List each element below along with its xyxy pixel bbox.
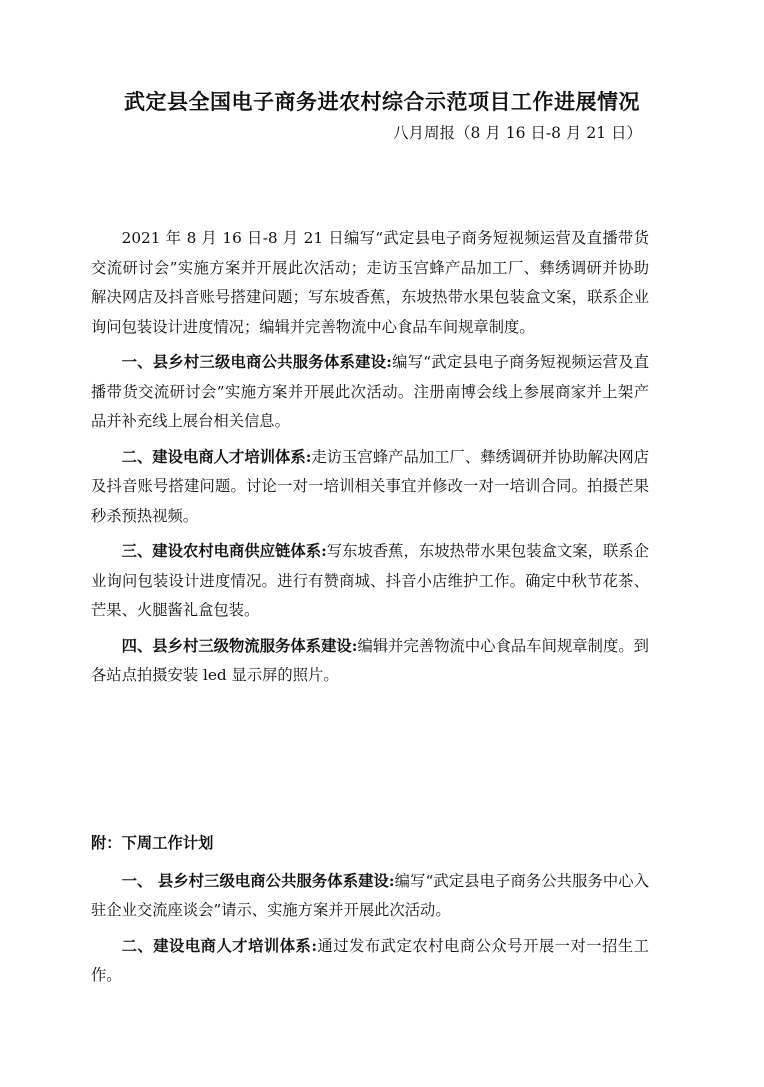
appendix-item-heading: 一、 县乡村三级电商公共服务体系建设: <box>121 871 395 890</box>
section-heading: 二、建设电商人才培训体系: <box>121 447 312 466</box>
intro-paragraph: 2021 年 8 月 16 日-8 月 21 日编写“武定县电子商务短视频运营及直播带货交流研讨会”实施方案并开展此次活动；走访玉宫蜂产品加工厂、彝绣调研并协助解决网店及抖音账号搭建问题；写东坡香蕉，东坡热带水果包装盒文案，联系企业询问包装设计进度情况；编辑并完善物流中心食品车间规章制度。 <box>91 229 649 336</box>
section-heading: 一、县乡村三级电商公共服务体系建设: <box>121 353 392 371</box>
page-title: 武定县全国电子商务进农村综合示范项目工作进展情况 <box>124 89 640 114</box>
section-text: 写东坡香蕉，东坡热带水果包装盒文案，联系企业询问包装设计进度情况。进行有赞商城、抖音小店维护工作。确定中秋节花茶、芒果、火腿酱礼盒包装。 <box>91 542 649 619</box>
section-paragraph <box>91 443 649 532</box>
appendix-item-text: 编写“武定县电子商务公共服务中心入驻企业交流座谈会”请示、实施方案并开展此次活动。 <box>91 871 649 919</box>
report-period-subtitle: 八月周报（8 月 16 日-8 月 21 日） <box>393 124 642 142</box>
appendix-heading: 附：下周工作计划 <box>91 834 214 852</box>
section-paragraph <box>91 632 649 691</box>
appendix-item-heading: 二、建设电商人才培训体系: <box>121 936 317 955</box>
section-paragraph <box>91 537 649 626</box>
appendix-item <box>91 867 649 926</box>
appendix <box>91 829 649 997</box>
appendix-item <box>91 932 649 991</box>
section-text: 走访玉宫蜂产品加工厂、彝绣调研并协助解决网店及抖音账号搭建问题。讨论一对一培训相关事宜并修改一对一培训合同。拍摄芒果秒杀预热视频。 <box>91 447 649 525</box>
section-heading: 四、县乡村三级物流服务体系建设: <box>121 636 358 655</box>
section-paragraph <box>91 348 649 437</box>
section-text: 编辑并完善物流中心食品车间规章制度。到各站点拍摄安装 led 显示屏的照片。 <box>91 636 649 684</box>
section-text: 编写“武定县电子商务短视频运营及直播带货交流研讨会”实施方案并开展此次活动。注册南博会线上参展商家并上架产品并补充线上展台相关信息。 <box>91 353 649 430</box>
report-body <box>91 224 649 697</box>
section-heading: 三、建设农村电商供应链体系: <box>121 542 327 560</box>
appendix-item-text: 通过发布武定农村电商公众号开展一对一招生工作。 <box>91 936 649 984</box>
